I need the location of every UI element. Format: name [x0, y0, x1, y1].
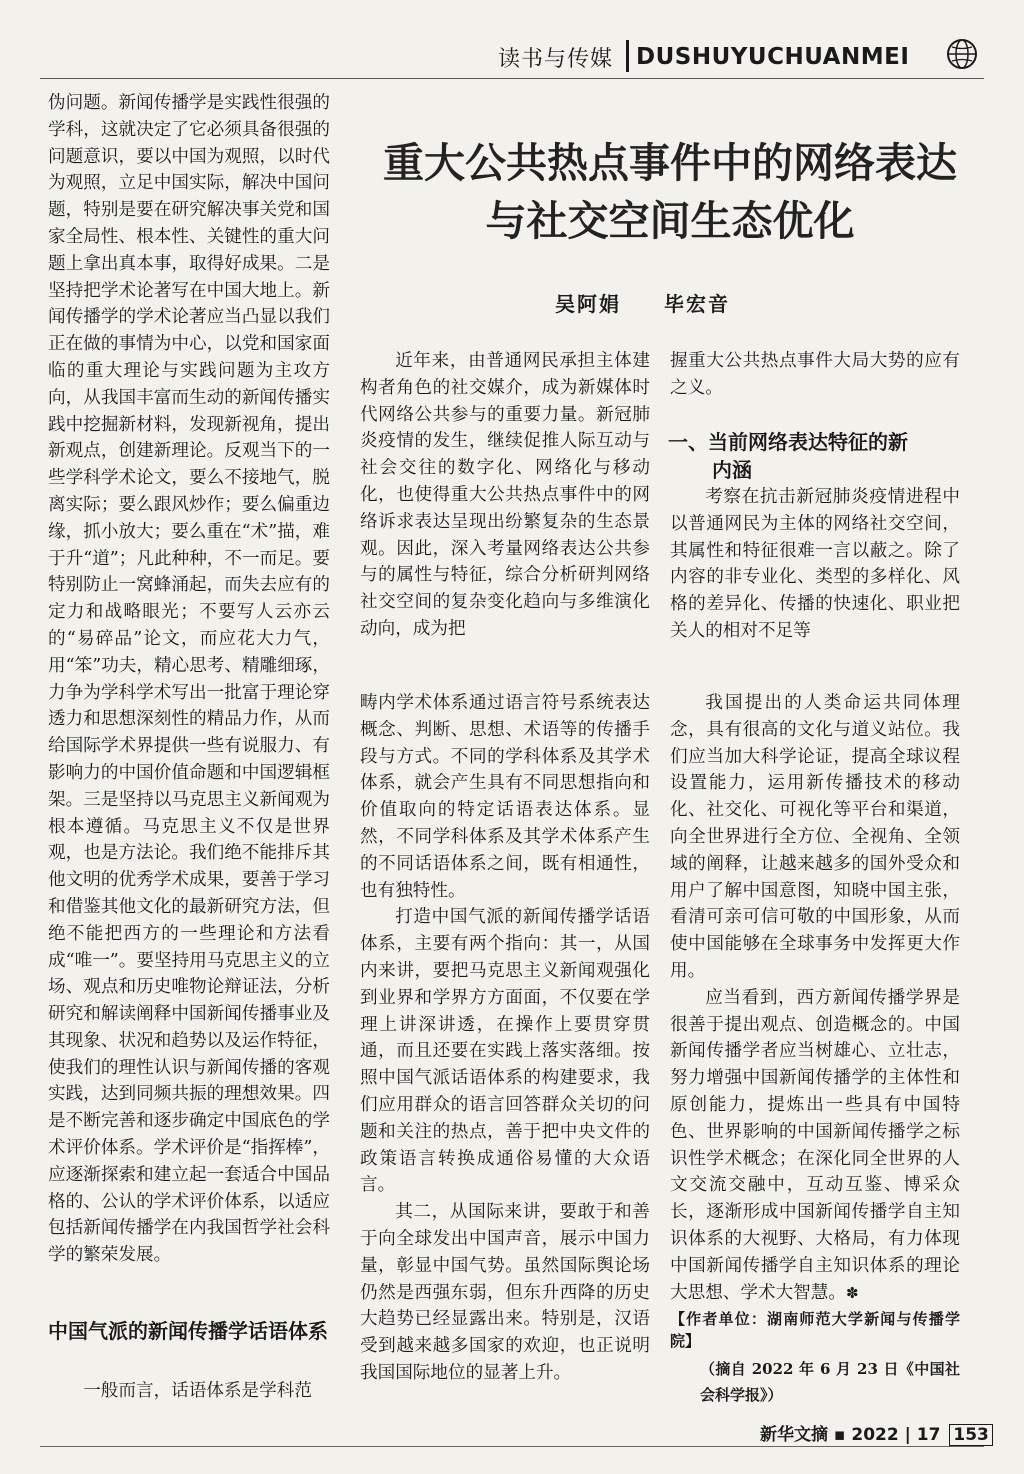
- title-line-2: 与社交空间生态优化: [485, 197, 855, 245]
- footer-separator: |: [904, 1425, 917, 1445]
- left-column-tail: [48, 1378, 338, 1405]
- features-paragraph: 考察在抗击新冠肺炎疫情进程中以普通网民为主体的网络社交空间，其属性和特征很难一言以蔽之。除了内容的非专业化、类型的多样化、风格的差异化、传播的快速化、职业把关人的相对不足等: [670, 487, 960, 641]
- intro-continue: 握重大公共热点事件大局大势的应有之义。: [670, 351, 960, 398]
- header-rule: [40, 78, 984, 79]
- section-heading-features: [668, 428, 958, 484]
- author-1: 吴阿娟: [555, 292, 621, 316]
- author-2: 毕宏音: [663, 292, 730, 316]
- section-title-zh: 读书与传媒: [498, 47, 614, 72]
- intro-paragraph: 近年来，由普通网民承担主体建构者角色的社交媒介，成为新媒体时代网络公共参与的重要力量。新冠肺炎疫情的发生，继续促推人际互动与社会交往的数字化、网络化与移动化，也使得重大公共热点事件中的网络诉求表达呈现出纷繁复杂的生态景观。因此，深入考量网络表达公共参与的属性与特征，综合分析研判网络社交空间的复杂变化趋向与多维演化动向，成为把: [360, 351, 650, 639]
- footer-bullet: ▪: [833, 1425, 846, 1445]
- heading-part-1: 一、当前网络表达特征的新: [668, 430, 908, 454]
- footer-year: 2022: [851, 1425, 899, 1445]
- header-divider: [626, 40, 629, 72]
- middle-column: [360, 690, 650, 1387]
- middle-continue: 畴内学术体系通过语言符号系统表达概念、判断、思想、术语等的传播手段与方式。不同的学科体系及其学术体系，就会产生具有不同思想指向和价值取向的特定话语表达体系。显然，不同学科体系及其学术体系产生的不同话语体系之间，既有相通性，也有独特性。: [360, 693, 650, 901]
- left-column: [48, 90, 330, 1269]
- right-column: [670, 690, 960, 1408]
- right-paragraph-2: [670, 985, 960, 1307]
- source-note: （摘自 2022 年 6 月 23 日《中国社会科学报》）: [700, 1360, 960, 1405]
- section-title-en: DUSHUYUCHUANMEI: [636, 44, 910, 70]
- left-paragraph: 伪问题。新闻传播学是实践性很强的学科，这就决定了它必须具备很强的问题意识，要以中国为观照，以时代为观照，立足中国实际，解决中国问题，特别是要在研究解决事关党和国家全局性、根本性、关键性的重大问题上拿出真本事，取得好成果。二是坚持把学术论著写在中国大地上。新闻传播学的学术论著应当凸显以我们正在做的事情为中心，以党和国家面临的重大理论与实践问题为主攻方向，从我国丰富而生动的新闻传播实践中挖掘新材料，发现新视角，提出新观点，创建新理论。反观当下的一些学科学术论文，要么不接地气，脱离实际；要么跟风炒作；要么偏重边缘，抓小放大；要么重在“术”描，难于升“道”；凡此种种，不一而足。要特别防止一窝蜂涌起，而失去应有的定力和战略眼光；不要写人云亦云的“易碎品”论文，而应花大力气，用“笨”功夫，精心思考、精雕细琢，力争为学科学术写出一批富于理论穿透力和思想深刻性的精品力作，从而给国际学术界提供一些有说服力、有影响力的中国价值命题和中国逻辑框架。三是坚持以马克思主义新闻观为根本遵循。马克思主义不仅是世界观，也是方法论。我们绝不能排斥其他文明的优秀学术成果，要善于学习和借鉴其他文化的最新研究方法，但绝不能把西方的一些理论和方法看成“唯一”。要坚持用马克思主义的立场、观点和历史唯物论辩证法，分析研究和解读阐释中国新闻传播事业及其现象、状况和趋势以及运作特征，使我们的理性认识与新闻传播的客观实践，达到同频共振的理想效果。四是不断完善和逐步确定中国底色的学术评价体系。学术评价是“指挥棒”，应逐渐探索和建立起一套适合中国品格的、公认的学术评价体系，以适应包括新闻传播学在内我国哲学社会科学的繁荣发展。: [48, 93, 330, 1266]
- author-affiliation: 【作者单位：湖南师范大学新闻与传播学院】: [670, 1310, 960, 1351]
- article-title: [350, 134, 990, 250]
- intro-right: [670, 348, 960, 402]
- heading-part-2: 内涵: [712, 458, 752, 482]
- authors: [555, 288, 764, 317]
- left-tail-paragraph: 一般而言，话语体系是学科范: [83, 1381, 312, 1401]
- right-paragraph-2-text: 应当看到，西方新闻传播学界是很善于提出观点、创造概念的。中国新闻传播学者应当树雄心、立壮志，努力增强中国新闻传播学的主体性和原创能力，提炼出一些具有中国特色、世界影响的中国新闻传播学之标识性学术概念；在深化同全世界的人文交流交融中，互动互鉴、博采众长，逐渐形成中国新闻传播学自主知识体系的大视野、大格局，有力体现中国新闻传播学自主知识体系的理论大思想、学术大智慧。: [670, 987, 960, 1303]
- footer-rule: [40, 1446, 984, 1447]
- end-mark-icon: ✽: [845, 1283, 859, 1302]
- footer-publication: 新华文摘: [760, 1425, 828, 1445]
- section-heading-discourse: 中国气派的新闻传播学话语体系: [48, 1319, 328, 1343]
- title-line-1: 重大公共热点事件中的网络表达: [383, 139, 957, 187]
- intro-left: [360, 348, 650, 643]
- page-number: 153: [949, 1424, 993, 1446]
- globe-icon: [946, 38, 978, 70]
- right-paragraph-1: 我国提出的人类命运共同体理念，具有很高的文化与道义站位。我们应当加大科学论证，提高全球议程设置能力，运用新传播技术的移动化、社交化、可视化等平台和渠道，向全世界进行全方位、全视角、全领域的阐释，让越来越多的国外受众和用户了解中国意图，知晓中国主张，看清可亲可信可敬的中国形象，从而使中国能够在全球事务中发挥更大作用。: [670, 693, 960, 981]
- middle-paragraph-2: 打造中国气派的新闻传播学话语体系，主要有两个指向：其一，从国内来讲，要把马克思主义新闻观强化到业界和学界方方面面，不仅要在学理上讲深讲透，在操作上要贯穿贯通，而且还要在实践上落实落细。按照中国气派话语体系的构建要求，我们应用群众的语言回答群众关切的问题和关注的热点，善于把中央文件的政策语言转换成通俗易懂的大众语言。: [360, 907, 650, 1196]
- footer-issue: 17: [916, 1425, 941, 1445]
- intro-right-body: [670, 484, 960, 645]
- page-footer: [760, 1420, 993, 1445]
- middle-paragraph-3: 其二，从国际来讲，要敢于和善于向全球发出中国声音，展示中国力量，彰显中国气势。虽然国际舆论场仍然是西强东弱，但东升西降的历史大趋势已经显露出来。特别是，汉语受到越来越多国家的欢迎，也正说明我国国际地位的显著上升。: [360, 1202, 650, 1383]
